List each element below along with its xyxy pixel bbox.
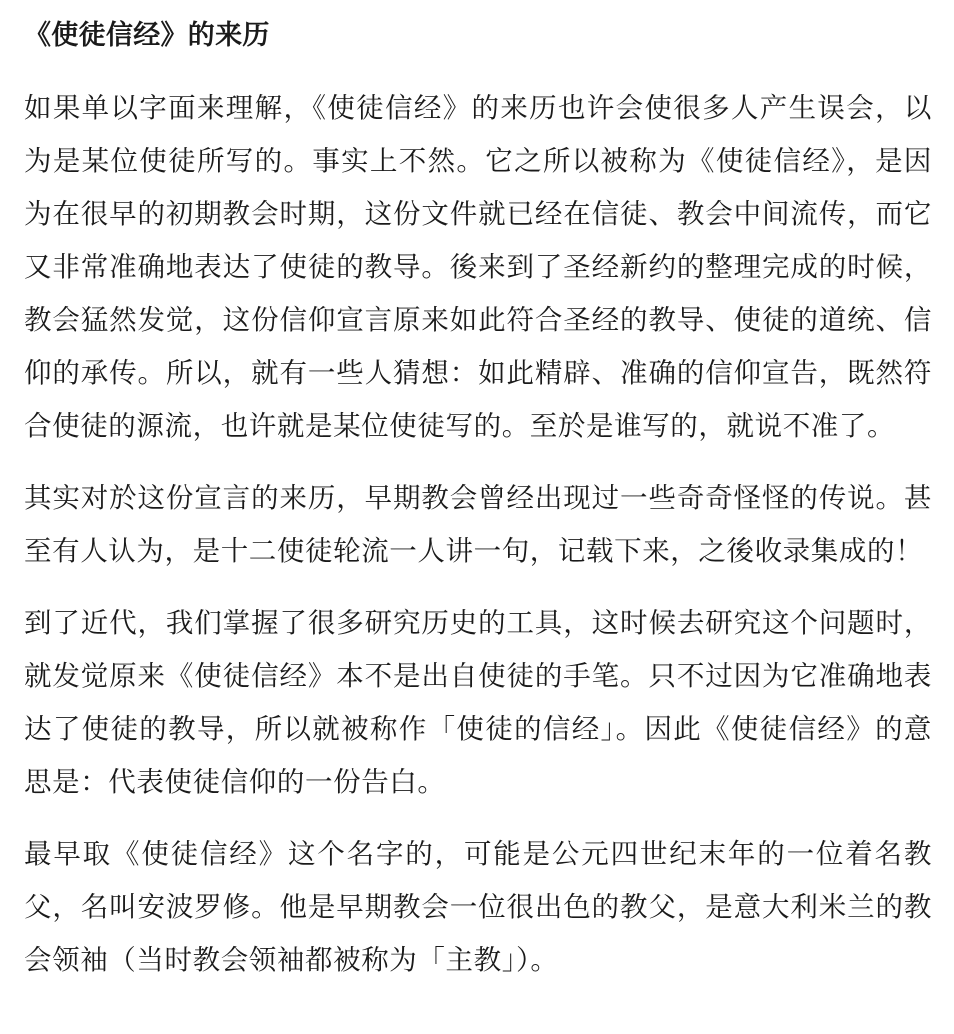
paragraph-ambrose: 最早取《使徒信经》这个名字的，可能是公元四世纪末年的一位着名教父，名叫安波罗修。他是早期教会一位很出色的教父，是意大利米兰的教会领袖（当时教会领袖都被称为「主教」）。 bbox=[24, 838, 932, 976]
paragraph-legends: 其实对於这份宣言的来历，早期教会曾经出现过一些奇奇怪怪的传说。甚至有人认为，是十二使徒轮流一人讲一句，记载下来，之後收录集成的！ bbox=[24, 482, 932, 567]
article-title: 《使徒信经》的来历 bbox=[24, 20, 270, 51]
paragraph-origin-misunderstanding: 如果单以字面来理解，《使徒信经》的来历也许会使很多人产生误会，以为是某位使徒所写的。事实上不然。它之所以被称为《使徒信经》，是因为在很早的初期教会时期，这份文件就已经在信徒、教会中间流传，而它又非常准确地表达了使徒的教导。後来到了圣经新约的整理完成的时候，教会猛然发觉，这份信仰宣言原来如此符合圣经的教导、使徒的道统、信仰的承传。所以，就有一些人猜想：如此精辟、准确的信仰宣告，既然符合使徒的源流，也许就是某位使徒写的。至於是谁写的，就说不准了。 bbox=[24, 92, 932, 442]
paragraph-modern-research: 到了近代，我们掌握了很多研究历史的工具，这时候去研究这个问题时，就发觉原来《使徒信经》本不是出自使徒的手笔。只不过因为它准确地表达了使徒的教导，所以就被称作「使徒的信经」。因此《使徒信经》的意思是：代表使徒信仰的一份告白。 bbox=[24, 607, 932, 798]
